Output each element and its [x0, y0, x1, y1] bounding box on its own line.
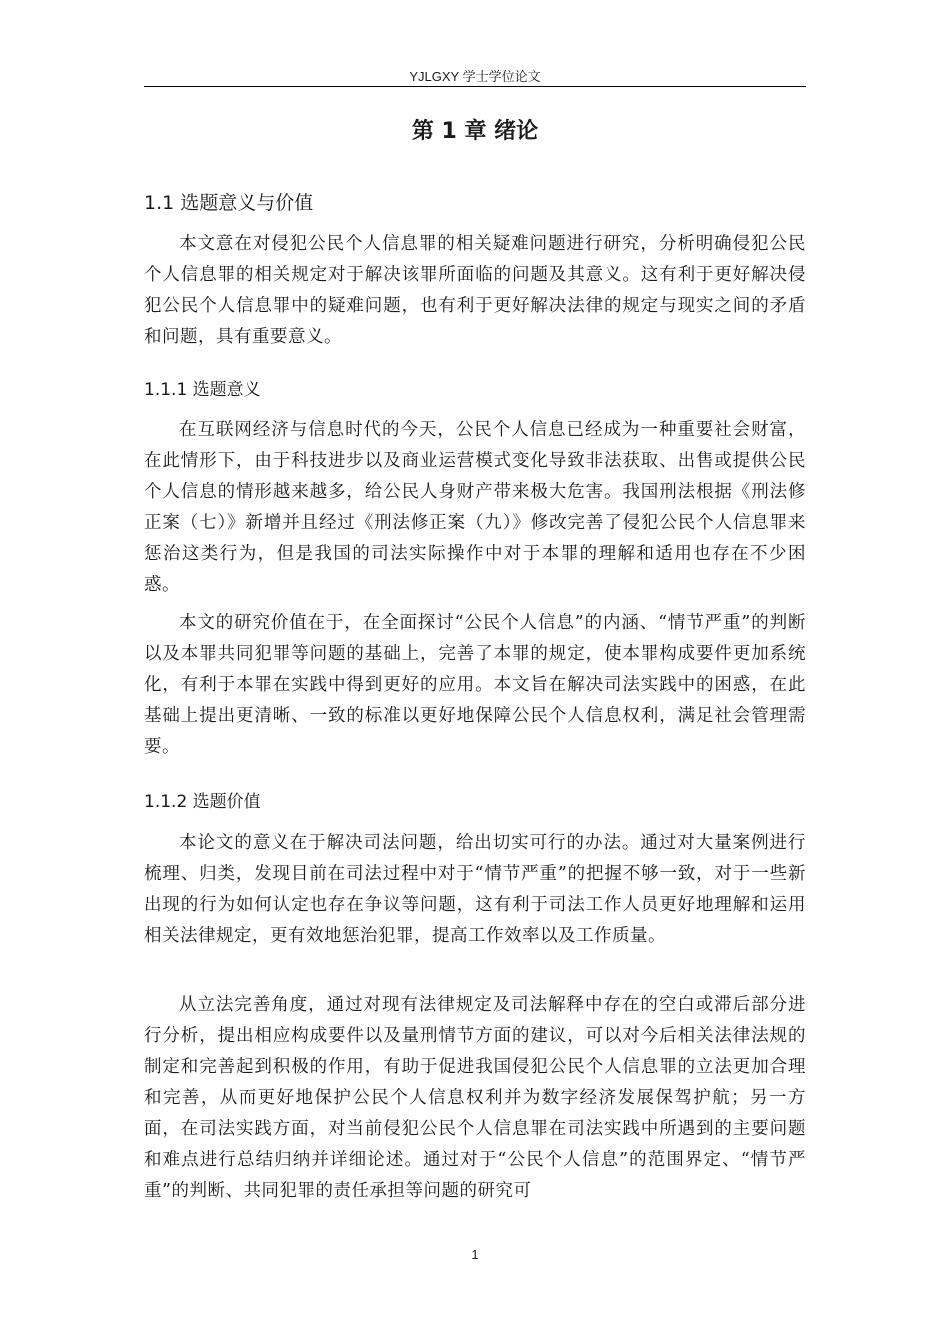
- section-heading-1-1: 1.1 选题意义与价值: [144, 192, 314, 214]
- section-1-1-2-paragraph-1: 本论文的意义在于解决司法问题，给出切实可行的办法。通过对大量案例进行梳理、归类，发现目前在司法过程中对于“情节严重”的把握不够一致，对于一些新出现的行为如何认定也存在争议等问题，这有利于司法工作人员更好地理解和运用相关法律规定，更有效地惩治犯罪，提高工作效率以及工作质量。: [144, 833, 806, 946]
- section-1-1-paragraph: 本文意在对侵犯公民个人信息罪的相关疑难问题进行研究，分析明确侵犯公民个人信息罪的相关规定对于解决该罪所面临的问题及其意义。这有利于更好解决侵犯公民个人信息罪中的疑难问题，也有利于更好解决法律的规定与现实之间的矛盾和问题，具有重要意义。: [144, 234, 806, 347]
- section-1-1-1-paragraph-1: 在互联网经济与信息时代的今天，公民个人信息已经成为一种重要社会财富，在此情形下，由于科技进步以及商业运营模式变化导致非法获取、出售或提供公民个人信息的情形越来越多，给公民人身财产带来极大危害。我国刑法根据《刑法修正案（七）》新增并且经过《刑法修正案（九）》修改完善了侵犯公民个人信息罪来惩治这类行为，但是我国的司法实际操作中对于本罪的理解和适用也存在不少困惑。: [144, 420, 806, 595]
- section-heading-1-1-2: 1.1.2 选题价值: [144, 792, 261, 812]
- page-number: 1: [471, 1247, 479, 1262]
- section-1-1-2-paragraph-2: 从立法完善角度，通过对现有法律规定及司法解释中存在的空白或滞后部分进行分析，提出相应构成要件以及量刑情节方面的建议，可以对今后相关法律法规的制定和完善起到积极的作用，有助于促进我国侵犯公民个人信息罪的立法更加合理和完善，从而更好地保护公民个人信息权利并为数字经济发展保驾护航；另一方面，在司法实践方面，对当前侵犯公民个人信息罪在司法实践中所遇到的主要问题和难点进行总结归纳并详细论述。通过对于“公民个人信息”的范围界定、“情节严重”的判断、共同犯罪的责任承担等问题的研究可: [144, 995, 806, 1201]
- running-header: YJLGXY 学士学位论文: [409, 69, 541, 84]
- header-rule: [144, 86, 806, 87]
- chapter-title: 第 1 章 绪论: [411, 119, 539, 144]
- section-1-1-1-paragraph-2: 本文的研究价值在于，在全面探讨“公民个人信息”的内涵、“情节严重”的判断以及本罪共同犯罪等问题的基础上，完善了本罪的规定，使本罪构成要件更加系统化，有利于本罪在实践中得到更好的应用。本文旨在解决司法实践中的困惑，在此基础上提出更清晰、一致的标准以更好地保障公民个人信息权利，满足社会管理需要。: [144, 613, 806, 757]
- section-heading-1-1-1: 1.1.1 选题意义: [144, 380, 261, 400]
